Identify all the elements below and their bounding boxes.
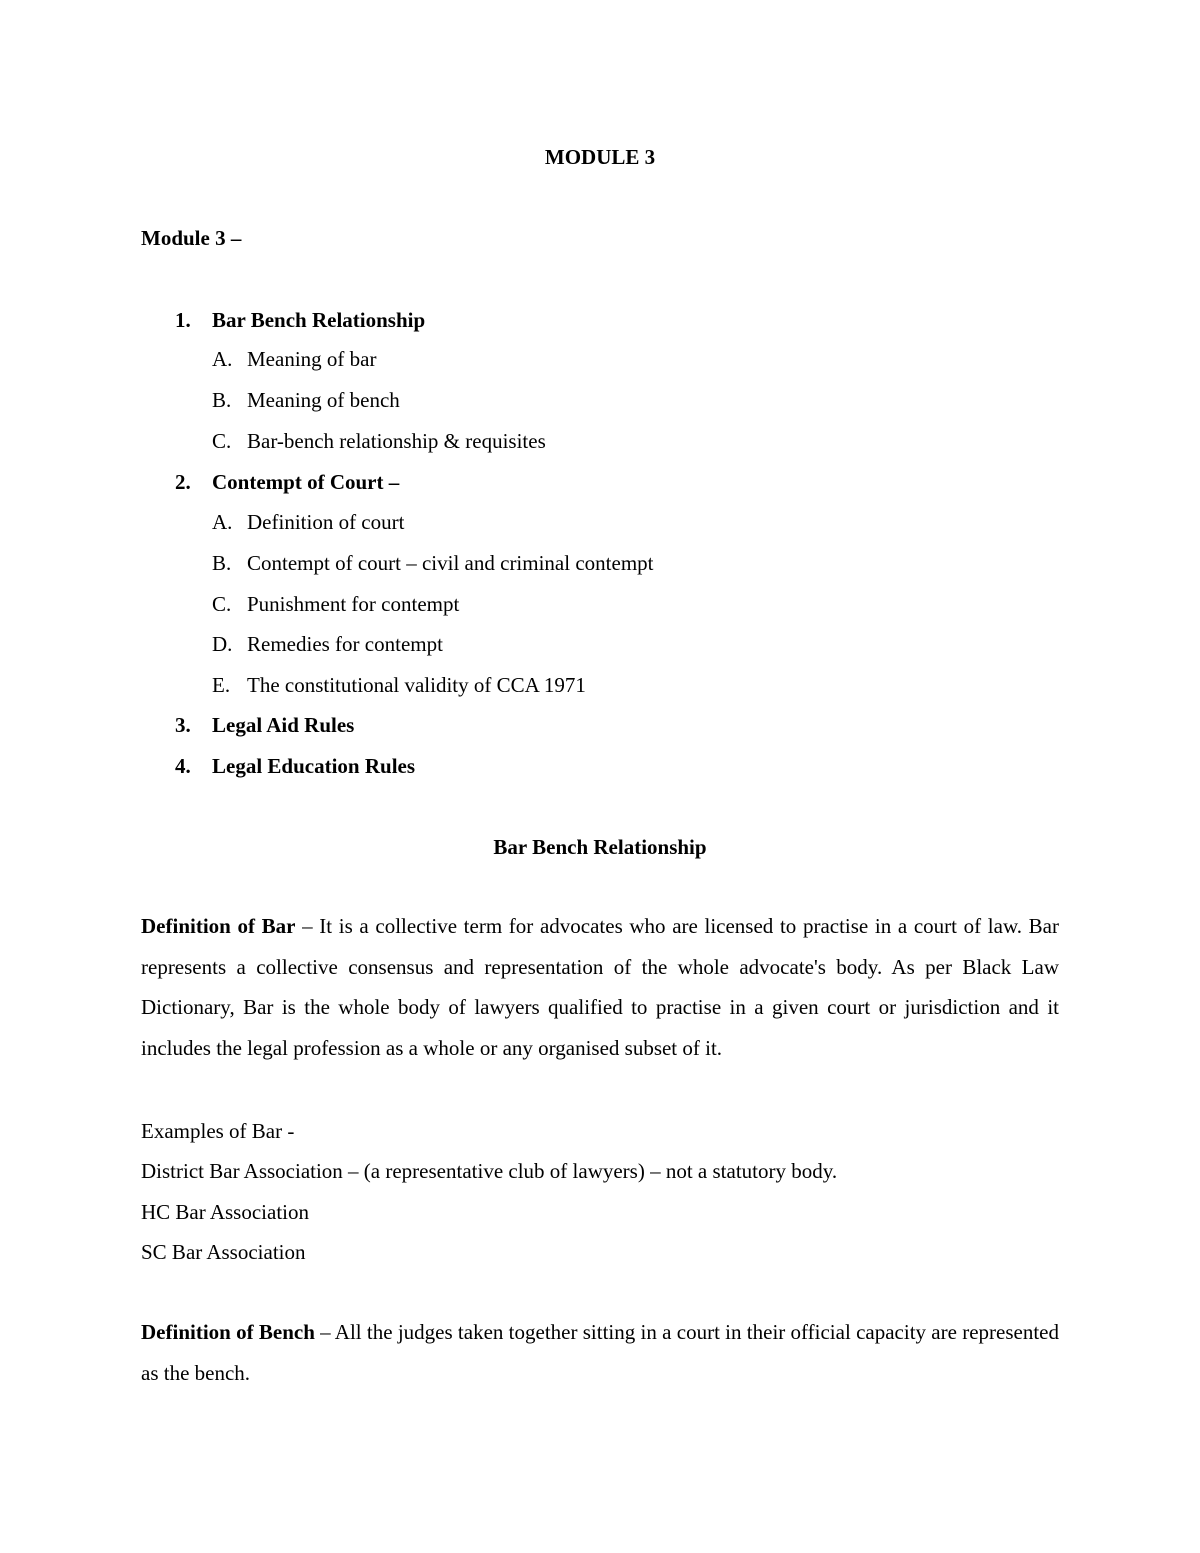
subitem-text: The constitutional validity of CCA 1971 [247,673,586,697]
example-item: District Bar Association – (a representative club of lawyers) – not a statutory body. [141,1159,838,1183]
outline-number: 4. [175,754,191,778]
outline-number: 1. [175,308,191,332]
example-item: SC Bar Association [141,1240,306,1264]
bar-definition-paragraph [141,906,1059,1068]
subitem-letter: B. [212,388,232,412]
bench-definition-paragraph [141,1312,1059,1393]
subitem-text: Meaning of bench [247,388,400,412]
outline-label: Bar Bench Relationship [212,308,426,332]
outline-number: 3. [175,713,191,737]
bench-definition-text: – All the judges taken together sitting in a court in their official capacity are represented as the bench. [141,1320,1059,1385]
subitem-text: Contempt of court – civil and criminal contempt [247,551,654,575]
section-heading: Bar Bench Relationship [493,835,707,859]
subitem-letter: A. [212,510,233,534]
subitem-text: Punishment for contempt [247,592,460,616]
subitem-letter: C. [212,592,232,616]
examples-heading: Examples of Bar - [141,1119,295,1143]
document-title: MODULE 3 [544,145,656,169]
outline-label: Legal Aid Rules [212,713,355,737]
subitem-letter: C. [212,429,232,453]
outline-number: 2. [175,470,191,494]
outline-label: Contempt of Court – [212,470,400,494]
bar-definition-term: Definition of Bar [141,914,296,938]
subitem-text: Bar-bench relationship & requisites [247,429,546,453]
subitem-text: Definition of court [247,510,405,534]
outline-label: Legal Education Rules [212,754,416,778]
subitem-letter: D. [212,632,233,656]
subitem-letter: A. [212,347,233,371]
subitem-text: Remedies for contempt [247,632,443,656]
example-item: HC Bar Association [141,1200,309,1224]
subitem-text: Meaning of bar [247,347,377,371]
subitem-letter: E. [212,673,231,697]
bench-definition-term: Definition of Bench [141,1320,315,1344]
subitem-letter: B. [212,551,232,575]
module-heading: Module 3 – [141,226,242,250]
bar-definition-text: – It is a collective term for advocates who are licensed to practise in a court of law. Bar represents a collective consensus and representation of the whole advocate's body. As per Black Law Dictionary, Bar is the whole body of lawyers qualified to practise in a given court or jurisdiction and it includes the legal profession as a whole or any organised subset of it. [141,914,1059,1060]
